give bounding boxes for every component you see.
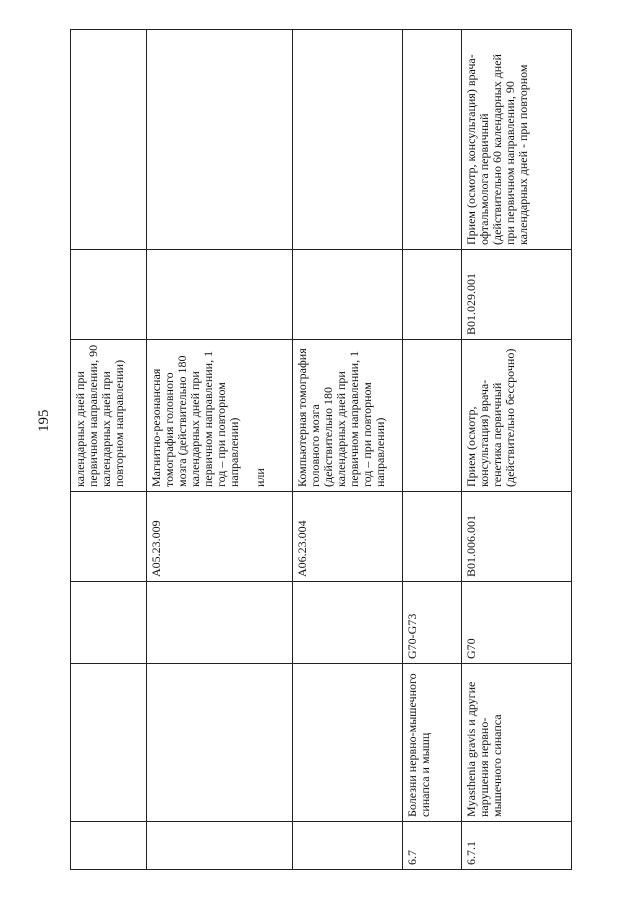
diagnosis-name-cell xyxy=(71,664,147,822)
row-number-cell xyxy=(293,822,403,870)
icd-code-cell xyxy=(71,582,147,664)
service-code-2-cell xyxy=(403,250,462,340)
rotated-page-content xyxy=(70,30,571,870)
diagnosis-name-cell xyxy=(147,664,293,822)
table-row xyxy=(71,30,147,870)
diagnosis-name-cell: Болезни нервно-мышечного синапса и мышц xyxy=(403,664,462,822)
icd-code-cell: G70 xyxy=(462,582,572,664)
diagnosis-name-cell: Myasthenia gravis и другие нарушения нервно-мышечного синапса xyxy=(462,664,572,822)
service-name-cell: Компьютерная томография головного мозга (действительно 180 календарных дней при первичном направлении, 1 год – при повторном направлении) xyxy=(293,340,403,492)
service-code-2-cell xyxy=(147,250,293,340)
service-name-cell: Магнитно-резонансная томография головного мозга (действительно 180 календарных дней при первичном направлении, 1 год – при повторном направлении) или xyxy=(147,340,293,492)
service-name-2-cell xyxy=(71,30,147,250)
service-code-2-cell xyxy=(293,250,403,340)
service-code-cell: A05.23.009 xyxy=(147,492,293,582)
service-name-cell: Прием (осмотр, консультация) врача-генетика первичный (действительно бессрочно) xyxy=(462,340,572,492)
service-name-cell xyxy=(403,340,462,492)
service-code-2-cell xyxy=(71,250,147,340)
diagnosis-name-cell xyxy=(293,664,403,822)
row-number-cell: 6.7 xyxy=(403,822,462,870)
service-code-cell xyxy=(403,492,462,582)
service-code-2-cell: B01.029.001 xyxy=(462,250,572,340)
service-code-cell: B01.006.001 xyxy=(462,492,572,582)
service-name-2-cell xyxy=(293,30,403,250)
service-name-2-cell: Прием (осмотр, консультация) врача-офтальмолога первичный (действительно 60 календарных дней при первичном направлении, 90 календарных дней - при повторном xyxy=(462,30,572,250)
row-number-cell: 6.7.1 xyxy=(462,822,572,870)
service-code-cell xyxy=(71,492,147,582)
icd-code-cell xyxy=(293,582,403,664)
table-row xyxy=(293,30,403,870)
table-row xyxy=(462,30,572,870)
icd-code-cell xyxy=(147,582,293,664)
row-number-cell xyxy=(147,822,293,870)
icd-code-cell: G70-G73 xyxy=(403,582,462,664)
service-name-cell: календарных дней при первичном направлении, 90 календарных дней при повторном направлении) xyxy=(71,340,147,492)
row-number-cell xyxy=(71,822,147,870)
service-code-cell: A06.23.004 xyxy=(293,492,403,582)
service-name-2-cell xyxy=(147,30,293,250)
table-row xyxy=(403,30,462,870)
service-name-2-cell xyxy=(403,30,462,250)
table-row xyxy=(147,30,293,870)
page-number: 195 xyxy=(36,409,52,432)
services-table xyxy=(70,29,572,870)
